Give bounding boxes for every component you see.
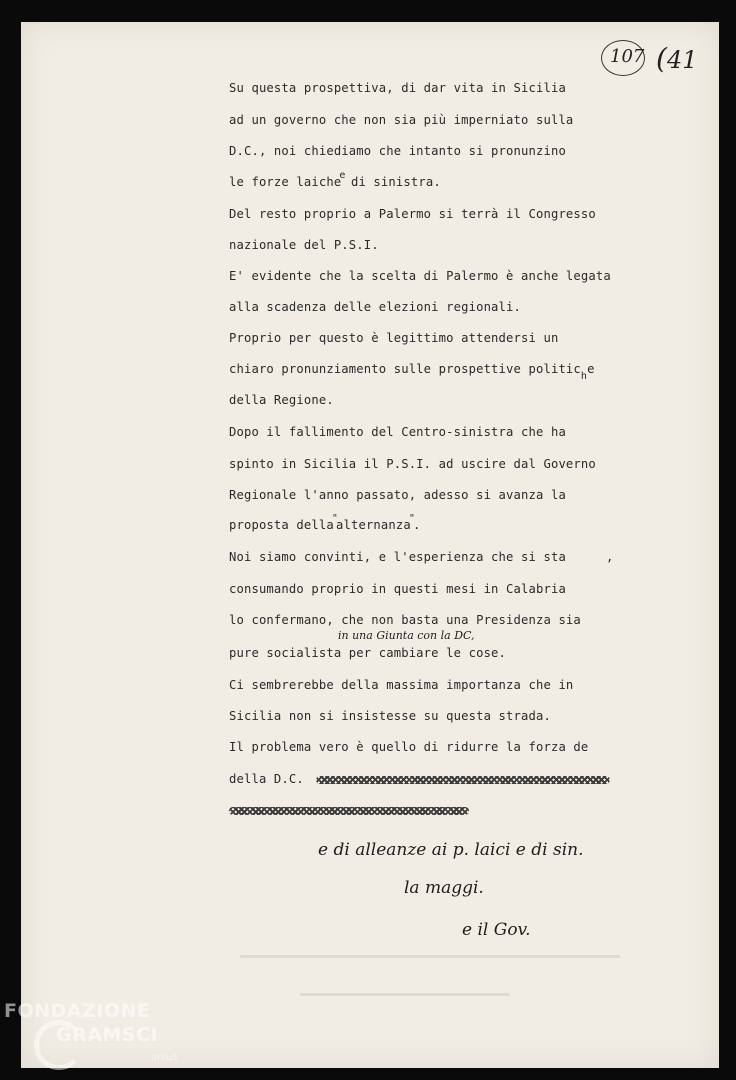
struck-text-1 [316, 776, 610, 784]
typed-line-13: spinto in Sicilia il P.S.I. ad uscire dal Governo [229, 457, 596, 471]
typed-line-7: E' evidente che la scelta di Palermo è anche legata [229, 269, 611, 283]
typed-line-4: le forze laiche$^e$ di sinistra. [229, 170, 441, 189]
fondazione-gramsci-logo: FONDAZIONE GRAMSCI onlus [4, 1000, 194, 1076]
typed-line-21: Sicilia non si insistesse su questa strada. [229, 709, 551, 723]
handwritten-line-1: e di alleanze ai p. laici e di sin. [318, 840, 584, 860]
handwritten-comma: , [605, 550, 614, 564]
typed-line-23: della D.C. [229, 772, 304, 786]
handwritten-insert-h: h [580, 371, 588, 382]
bleed-through-2 [300, 993, 510, 996]
typed-line-18: lo confermano, che non basta una Presidenza sia [229, 613, 581, 627]
typed-line-15: proposta della"alternanza". [229, 513, 421, 532]
page-number-alt: (41 [656, 42, 698, 75]
typed-line-5: Del resto proprio a Palermo si terrà il Congresso [229, 207, 596, 221]
typed-line-11: della Regione. [229, 393, 334, 407]
typed-line-17: consumando proprio in questi mesi in Calabria [229, 582, 566, 596]
struck-text-2 [229, 807, 469, 815]
typed-line-20: Ci sembrerebbe della massima importanza che in [229, 678, 574, 692]
typed-line-3: D.C., noi chiediamo che intanto si pronunzino [229, 144, 566, 158]
typed-line-9: Proprio per questo è legittimo attendersi un [229, 331, 559, 345]
typed-line-10: chiaro pronunziamento sulle prospettive politic$_h$e [229, 362, 595, 382]
typed-line-2: ad un governo che non sia più imperniato sulla [229, 113, 574, 127]
typed-line-6: nazionale del P.S.I. [229, 238, 379, 252]
handwritten-insertion-giunta: in una Giunta con la DC, [338, 629, 475, 642]
typed-line-12: Dopo il fallimento del Centro-sinistra che ha [229, 425, 566, 439]
typed-line-1: Su questa prospettiva, di dar vita in Sicilia [229, 81, 566, 95]
typed-line-8: alla scadenza delle elezioni regionali. [229, 300, 522, 314]
typed-line-16: Noi siamo convinti, e l'esperienza che si sta , [229, 550, 614, 564]
typed-line-14: Regionale l'anno passato, adesso si avanza la [229, 488, 566, 502]
bleed-through-1 [240, 955, 620, 958]
typed-line-22: Il problema vero è quello di ridurre la forza de [229, 740, 589, 754]
page-number: 107 [610, 46, 645, 67]
handwritten-line-3: e il Gov. [462, 920, 531, 940]
handwritten-insert-e: e [339, 170, 346, 181]
handwritten-line-2: la maggi. [404, 878, 484, 898]
typed-line-19: pure socialista per cambiare le cose. [229, 646, 507, 660]
